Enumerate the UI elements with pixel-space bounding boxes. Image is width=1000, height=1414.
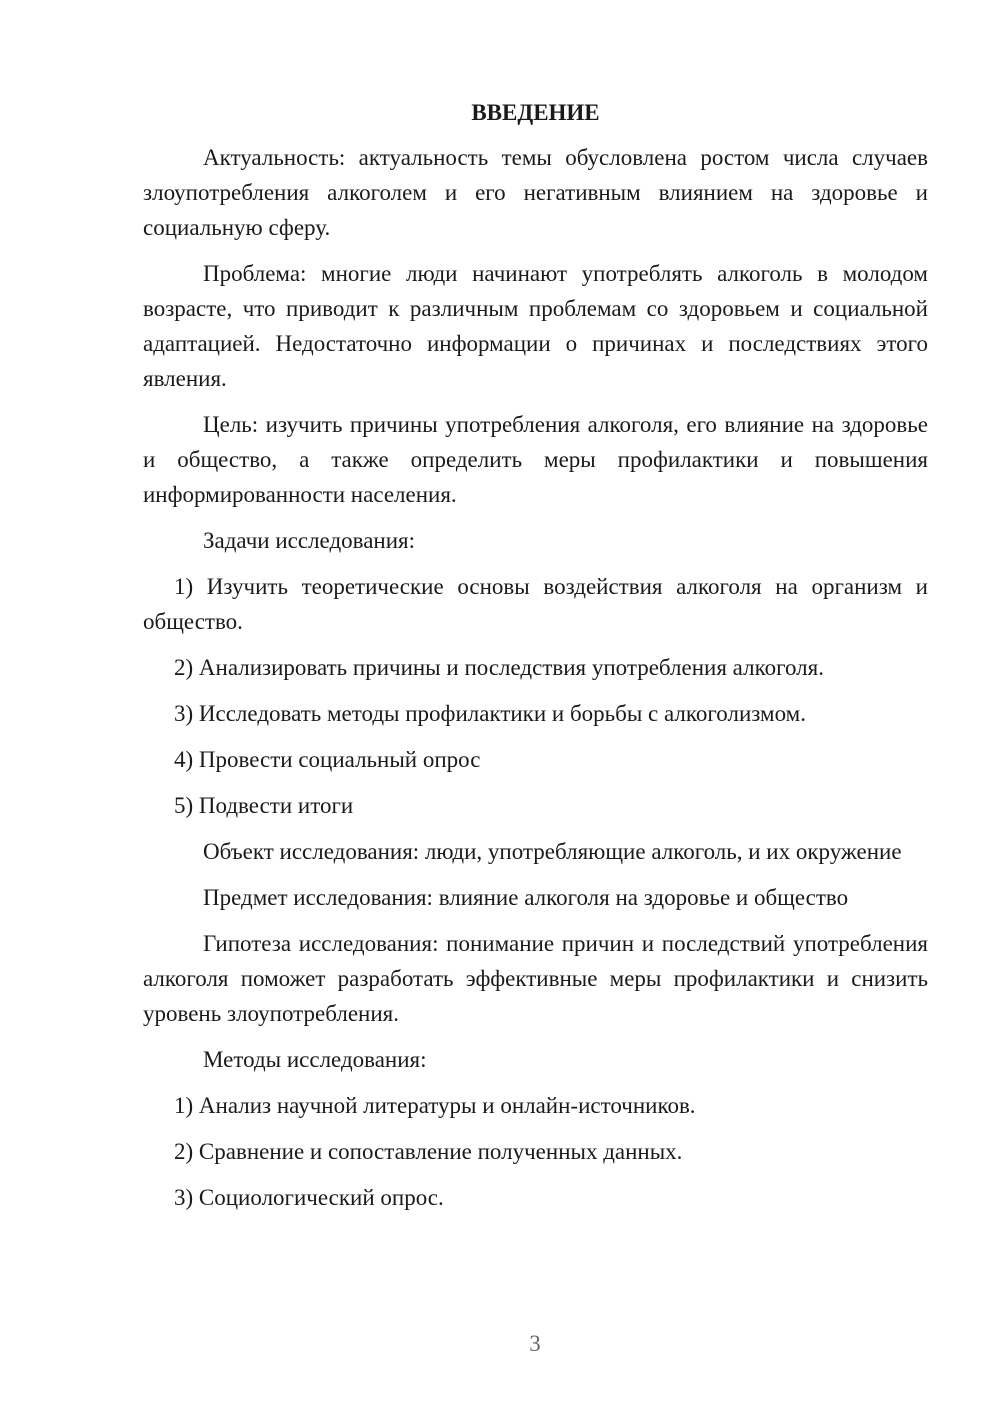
problem-paragraph: Проблема: многие люди начинают употреблять алкоголь в молодом возрасте, что приводит к различным проблемам со здоровьем и социальной адаптацией. Недостаточно информации о причинах и последствиях этого явления. — [143, 261, 928, 391]
method-item: 2) Сравнение и сопоставление полученных данных. — [174, 1139, 683, 1164]
tasks-heading: Задачи исследования: — [203, 528, 416, 553]
task-item: 4) Провести социальный опрос — [174, 747, 481, 772]
methods-list — [143, 1088, 928, 1215]
document-title: ВВЕДЕНИЕ — [471, 100, 600, 125]
subject-paragraph: Предмет исследования: влияние алкоголя на здоровье и общество — [203, 885, 849, 910]
task-item: 3) Исследовать методы профилактики и борьбы с алкоголизмом. — [174, 701, 806, 726]
task-item: 1) Изучить теоретические основы воздействия алкоголя на организм и общество. — [143, 574, 928, 634]
task-item: 5) Подвести итоги — [174, 793, 354, 818]
document-body — [143, 95, 928, 1226]
page-number: 3 — [529, 1331, 541, 1356]
task-item: 2) Анализировать причины и последствия употребления алкоголя. — [174, 655, 824, 680]
tasks-list — [143, 569, 928, 823]
object-paragraph: Объект исследования: люди, употребляющие алкоголь, и их окружение — [203, 839, 902, 864]
method-item: 3) Социологический опрос. — [174, 1185, 444, 1210]
relevance-paragraph: Актуальность: актуальность темы обусловлена ростом числа случаев злоупотребления алкоголем и его негативным влиянием на здоровье и социальную сферу. — [143, 145, 928, 240]
goal-paragraph: Цель: изучить причины употребления алкоголя, его влияние на здоровье и общество, а также определить меры профилактики и повышения информированности населения. — [143, 412, 928, 507]
method-item: 1) Анализ научной литературы и онлайн-источников. — [174, 1093, 696, 1118]
hypothesis-paragraph: Гипотеза исследования: понимание причин и последствий употребления алкоголя поможет разработать эффективные меры профилактики и снизить уровень злоупотребления. — [143, 931, 928, 1026]
methods-heading: Методы исследования: — [203, 1047, 427, 1072]
